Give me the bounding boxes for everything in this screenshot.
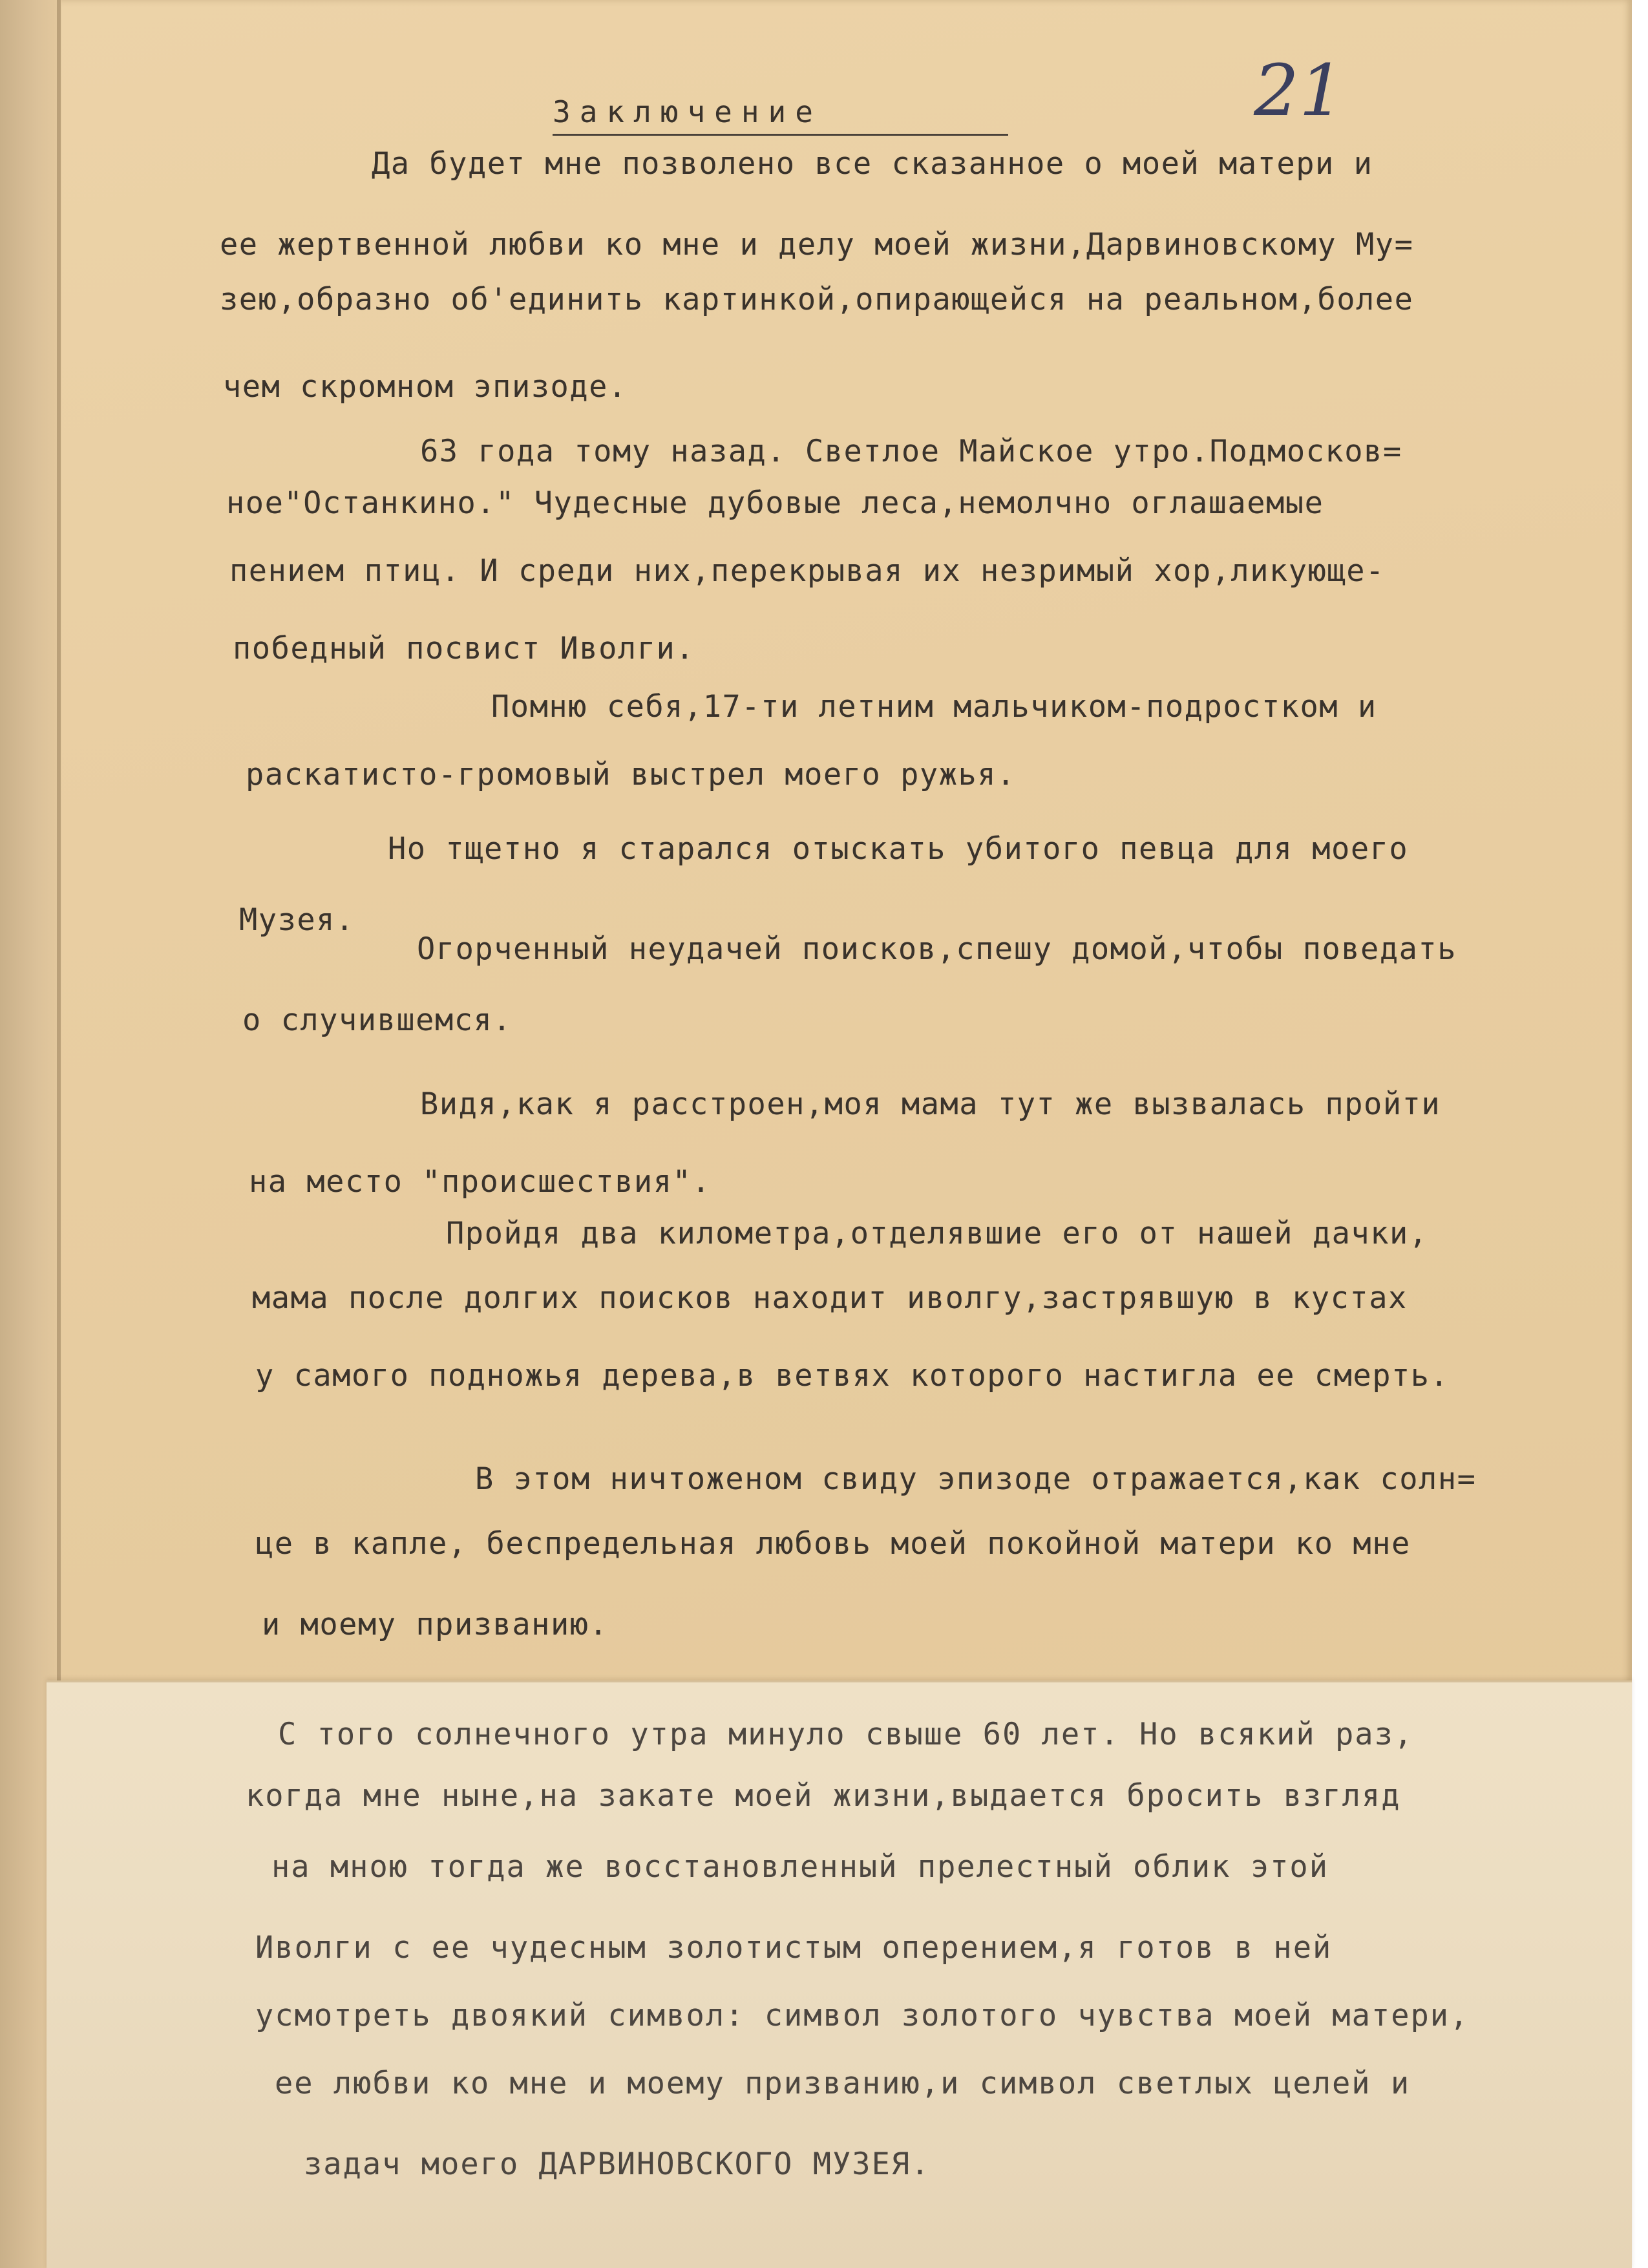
slip-text-line: усмотреть двоякий символ: символ золотого чувства моей матери, bbox=[255, 1998, 1470, 2033]
page-heading: Заключение bbox=[553, 94, 822, 129]
handwritten-page-number: 21 bbox=[1254, 49, 1344, 132]
text-line: Видя,как я расстроен,моя мама тут же вызвалась пройти bbox=[420, 1086, 1441, 1122]
text-line: 63 года тому назад. Светлое Майское утро.Подмосков= bbox=[420, 434, 1402, 469]
text-line: раскатисто-громовый выстрел моего ружья. bbox=[246, 757, 1016, 792]
text-line: мама после долгих поисков находит иволгу,застрявшую в кустах bbox=[252, 1280, 1408, 1316]
slip-text-line: задач моего ДАРВИНОВСКОГО МУЗЕЯ. bbox=[304, 2146, 931, 2182]
text-line: це в капле, беспредельная любовь моей покойной матери ко мне bbox=[255, 1526, 1411, 1562]
text-line: пением птиц. И среди них,перекрывая их незримый хор,ликующе- bbox=[229, 553, 1385, 589]
text-line: Музея. bbox=[239, 902, 355, 938]
text-line: Пройдя два километра,отделявшие его от нашей дачки, bbox=[446, 1216, 1428, 1251]
slip-text-line: Иволги с ее чудесным золотистым оперением,я готов в ней bbox=[255, 1930, 1333, 1966]
text-line: чем скромном эпизоде. bbox=[223, 369, 628, 405]
text-line: победный посвист Иволги. bbox=[233, 631, 695, 666]
text-line: ее жертвенной любви ко мне и делу моей жизни,Дарвиновскому Му= bbox=[220, 227, 1414, 262]
text-line: о случившемся. bbox=[242, 1002, 512, 1038]
text-line: у самого подножья дерева,в ветвях которого настигла ее смерть. bbox=[255, 1358, 1450, 1394]
text-line: Но тщетно я старался отыскать убитого певца для моего bbox=[388, 831, 1409, 867]
text-line: зею,образно об'единить картинкой,опирающейся на реальном,более bbox=[220, 282, 1414, 317]
text-line: Да будет мне позволено все сказанное о моей матери и bbox=[372, 146, 1373, 182]
text-line: и моему призванию. bbox=[262, 1607, 609, 1642]
slip-text-line: С того солнечного утра минуло свыше 60 лет. Но всякий раз, bbox=[278, 1717, 1414, 1752]
slip-text-line: на мною тогда же восстановленный прелестный облик этой bbox=[271, 1849, 1329, 1885]
heading-underline bbox=[553, 134, 1008, 136]
slip-text-line: когда мне ныне,на закате моей жизни,выдается бросить взгляд bbox=[246, 1778, 1401, 1814]
text-line: Огорченный неудачей поисков,спешу домой,чтобы поведать bbox=[417, 931, 1457, 967]
text-line: на место "происшествия". bbox=[249, 1164, 712, 1200]
slip-text-line: ее любви ко мне и моему призванию,и символ светлых целей и bbox=[275, 2066, 1411, 2101]
text-line: ное"Останкино." Чудесные дубовые леса,немолчно оглашаемые bbox=[226, 485, 1324, 521]
text-line: Помню себя,17-ти летним мальчиком-подростком и bbox=[491, 689, 1377, 725]
text-line: В этом ничтоженом свиду эпизоде отражается,как солн= bbox=[475, 1461, 1477, 1497]
